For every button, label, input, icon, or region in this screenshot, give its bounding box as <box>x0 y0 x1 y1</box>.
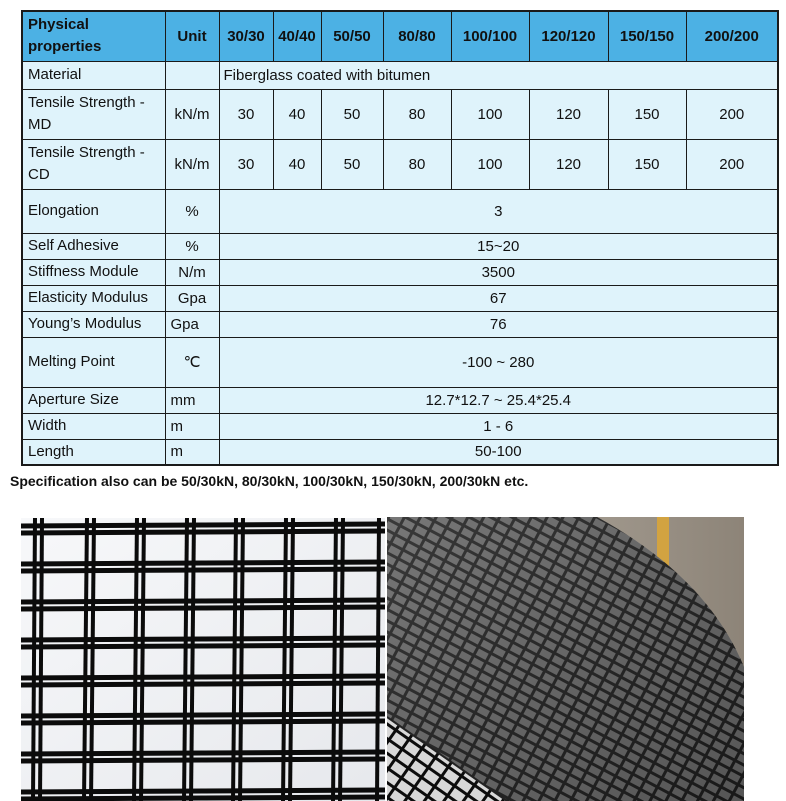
row-value: 3 <box>219 189 778 233</box>
row-label: Elasticity Modulus <box>22 285 165 311</box>
cell-value: 40 <box>273 139 321 189</box>
row-self-adhesive <box>22 233 778 259</box>
row-aperture-size <box>22 387 778 413</box>
row-value: -100 ~ 280 <box>219 337 778 387</box>
row-unit: N/m <box>165 259 219 285</box>
row-elongation <box>22 189 778 233</box>
row-unit: % <box>165 189 219 233</box>
cell-value: 120 <box>529 139 608 189</box>
row-label: Width <box>22 413 165 439</box>
cell-value: 50 <box>321 89 383 139</box>
row-unit: Gpa <box>165 311 219 337</box>
row-value: 15~20 <box>219 233 778 259</box>
row-unit: kN/m <box>165 89 219 139</box>
row-label: Young’s Modulus <box>22 311 165 337</box>
row-value: 76 <box>219 311 778 337</box>
header-row <box>22 11 778 61</box>
row-label: Stiffness Module <box>22 259 165 285</box>
geogrid-roll-image <box>387 517 744 801</box>
row-value: 1 - 6 <box>219 413 778 439</box>
header-40-40: 40/40 <box>273 11 321 61</box>
row-length <box>22 439 778 465</box>
cell-value: 120 <box>529 89 608 139</box>
cell-value: 80 <box>383 139 451 189</box>
cell-value: 100 <box>451 89 529 139</box>
header-200-200: 200/200 <box>686 11 778 61</box>
row-unit: Gpa <box>165 285 219 311</box>
row-value: 3500 <box>219 259 778 285</box>
cell-value: 150 <box>608 139 686 189</box>
row-label: Self Adhesive <box>22 233 165 259</box>
cell-value: 30 <box>219 89 273 139</box>
row-value: Fiberglass coated with bitumen <box>219 61 778 89</box>
row-melting-point <box>22 337 778 387</box>
geogrid-flat-image <box>21 518 385 801</box>
header-physical-properties: Physical properties <box>22 11 165 61</box>
header-120-120: 120/120 <box>529 11 608 61</box>
row-label: Elongation <box>22 189 165 233</box>
row-unit: mm <box>165 387 219 413</box>
row-tensile-md <box>22 89 778 139</box>
row-value: 50-100 <box>219 439 778 465</box>
cell-value: 80 <box>383 89 451 139</box>
cell-value: 100 <box>451 139 529 189</box>
row-unit: m <box>165 439 219 465</box>
spec-table <box>21 10 779 466</box>
cell-value: 200 <box>686 139 778 189</box>
row-label: Material <box>22 61 165 89</box>
row-label: Tensile Strength -MD <box>22 89 165 139</box>
row-width <box>22 413 778 439</box>
specification-note: Specification also can be 50/30kN, 80/30kN, 100/30kN, 150/30kN, 200/30kN etc. <box>10 473 529 489</box>
cell-value: 30 <box>219 139 273 189</box>
row-unit: % <box>165 233 219 259</box>
row-tensile-cd <box>22 139 778 189</box>
row-label: Melting Point <box>22 337 165 387</box>
row-label: Tensile Strength -CD <box>22 139 165 189</box>
row-material <box>22 61 778 89</box>
row-value: 12.7*12.7 ~ 25.4*25.4 <box>219 387 778 413</box>
row-youngs-modulus <box>22 311 778 337</box>
row-label: Length <box>22 439 165 465</box>
geogrid-roll-photo <box>387 517 744 801</box>
header-50-50: 50/50 <box>321 11 383 61</box>
cell-value: 40 <box>273 89 321 139</box>
header-30-30: 30/30 <box>219 11 273 61</box>
cell-value: 200 <box>686 89 778 139</box>
row-unit: ℃ <box>165 337 219 387</box>
row-elasticity-modulus <box>22 285 778 311</box>
header-unit: Unit <box>165 11 219 61</box>
row-label: Aperture Size <box>22 387 165 413</box>
header-150-150: 150/150 <box>608 11 686 61</box>
row-value: 67 <box>219 285 778 311</box>
row-unit <box>165 61 219 89</box>
row-unit: kN/m <box>165 139 219 189</box>
row-stiffness-module <box>22 259 778 285</box>
row-unit: m <box>165 413 219 439</box>
geogrid-flat-photo <box>21 518 385 801</box>
cell-value: 150 <box>608 89 686 139</box>
header-80-80: 80/80 <box>383 11 451 61</box>
header-100-100: 100/100 <box>451 11 529 61</box>
cell-value: 50 <box>321 139 383 189</box>
